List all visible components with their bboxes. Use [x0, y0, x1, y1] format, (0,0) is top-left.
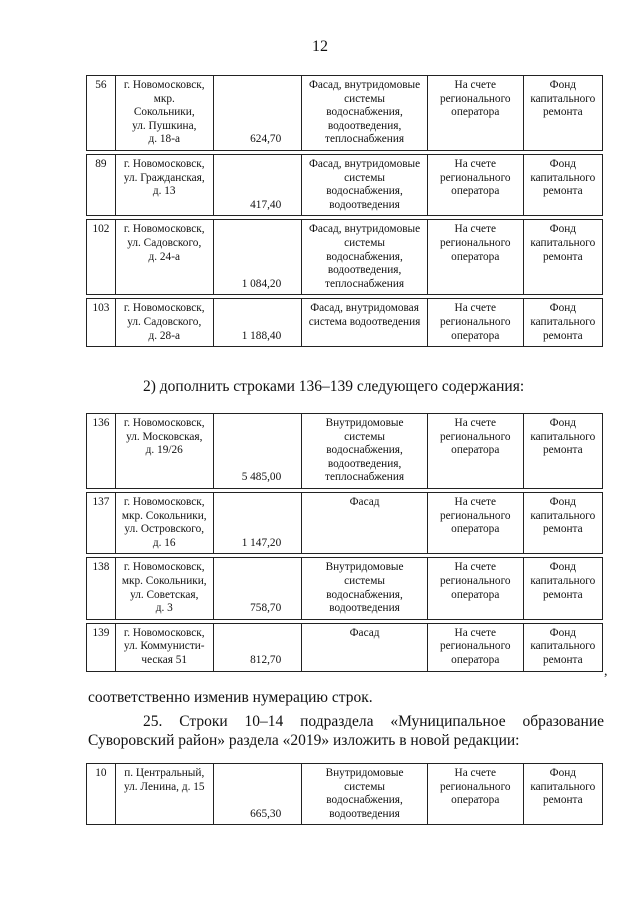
- works-cell: Фасад, внутридомовые системы водоснабжения, водоотведения, теплоснабжения: [302, 220, 428, 295]
- trailing-comma: ,: [604, 664, 608, 679]
- account-cell: На счете регионального оператора: [427, 492, 523, 553]
- clause-25-line-1: 25. Строки 10–14 подраздела «Муниципальное образование: [143, 713, 604, 730]
- fund-cell: Фонд капитального ремонта: [523, 492, 602, 553]
- table-repair-list-1: [86, 75, 603, 347]
- fund-cell: Фонд капитального ремонта: [523, 76, 602, 151]
- table-row: [87, 623, 603, 671]
- row-number: 56: [87, 76, 116, 151]
- works-cell: Фасад, внутридомовая система водоотведения: [302, 299, 428, 347]
- fund-cell: Фонд капитального ремонта: [523, 558, 602, 619]
- table-row: [87, 154, 603, 215]
- table-row: [87, 492, 603, 553]
- fund-cell: Фонд капитального ремонта: [523, 299, 602, 347]
- row-number: 137: [87, 492, 116, 553]
- works-cell: Фасад: [302, 623, 428, 671]
- cost-cell: 5 485,00: [213, 414, 302, 489]
- works-cell: Фасад, внутридомовые системы водоснабжения, водоотведения: [302, 154, 428, 215]
- address-cell: г. Новомосковск, ул. Садовского, д. 24-а: [115, 220, 213, 295]
- table-row: [87, 558, 603, 619]
- add-rows-paragraph: 2) дополнить строками 136–139 следующего содержания:: [143, 378, 525, 395]
- works-cell: Внутридомовые системы водоснабжения, водоотведения: [302, 764, 428, 825]
- table-row: [87, 414, 603, 489]
- fund-cell: Фонд капитального ремонта: [523, 154, 602, 215]
- account-cell: На счете регионального оператора: [427, 558, 523, 619]
- fund-cell: Фонд капитального ремонта: [523, 623, 602, 671]
- cost-cell: 665,30: [213, 764, 302, 825]
- fund-cell: Фонд капитального ремонта: [523, 414, 602, 489]
- clause-25-line-2: Суворовский район» раздела «2019» изложить в новой редакции:: [88, 732, 520, 749]
- account-cell: На счете регионального оператора: [427, 220, 523, 295]
- table-row: [87, 299, 603, 347]
- table-row: [87, 220, 603, 295]
- address-cell: г. Новомосковск, мкр. Сокольники, ул. Советская, д. 3: [115, 558, 213, 619]
- account-cell: На счете регионального оператора: [427, 764, 523, 825]
- account-cell: На счете регионального оператора: [427, 299, 523, 347]
- address-cell: г. Новомосковск, ул. Коммунисти- ческая 51: [115, 623, 213, 671]
- row-number: 136: [87, 414, 116, 489]
- cost-cell: 1 188,40: [213, 299, 302, 347]
- works-cell: Фасад: [302, 492, 428, 553]
- row-number: 10: [87, 764, 116, 825]
- table-repair-list-2: [86, 413, 603, 672]
- works-cell: Фасад, внутридомовые системы водоснабжения, водоотведения, теплоснабжения: [302, 76, 428, 151]
- cost-cell: 812,70: [213, 623, 302, 671]
- cost-cell: 624,70: [213, 76, 302, 151]
- row-number: 102: [87, 220, 116, 295]
- account-cell: На счете регионального оператора: [427, 76, 523, 151]
- table-repair-list-3: [86, 763, 603, 825]
- page-number: 12: [312, 38, 328, 55]
- account-cell: На счете регионального оператора: [427, 154, 523, 215]
- cost-cell: 1 084,20: [213, 220, 302, 295]
- cost-cell: 758,70: [213, 558, 302, 619]
- address-cell: г. Новомосковск, ул. Гражданская, д. 13: [115, 154, 213, 215]
- row-number: 103: [87, 299, 116, 347]
- row-number: 89: [87, 154, 116, 215]
- table-row: [87, 76, 603, 151]
- row-number: 139: [87, 623, 116, 671]
- address-cell: п. Центральный, ул. Ленина, д. 15: [115, 764, 213, 825]
- fund-cell: Фонд капитального ремонта: [523, 220, 602, 295]
- address-cell: г. Новомосковск, мкр. Сокольники, ул. Островского, д. 16: [115, 492, 213, 553]
- works-cell: Внутридомовые системы водоснабжения, водоотведения: [302, 558, 428, 619]
- renumber-paragraph: соответственно изменив нумерацию строк.: [88, 689, 373, 706]
- fund-cell: Фонд капитального ремонта: [523, 764, 602, 825]
- address-cell: г. Новомосковск, мкр. Сокольники, ул. Пушкина, д. 18-а: [115, 76, 213, 151]
- account-cell: На счете регионального оператора: [427, 414, 523, 489]
- address-cell: г. Новомосковск, ул. Московская, д. 19/26: [115, 414, 213, 489]
- table-row: [87, 764, 603, 825]
- row-number: 138: [87, 558, 116, 619]
- address-cell: г. Новомосковск, ул. Садовского, д. 28-а: [115, 299, 213, 347]
- works-cell: Внутридомовые системы водоснабжения, водоотведения, теплоснабжения: [302, 414, 428, 489]
- account-cell: На счете регионального оператора: [427, 623, 523, 671]
- cost-cell: 417,40: [213, 154, 302, 215]
- cost-cell: 1 147,20: [213, 492, 302, 553]
